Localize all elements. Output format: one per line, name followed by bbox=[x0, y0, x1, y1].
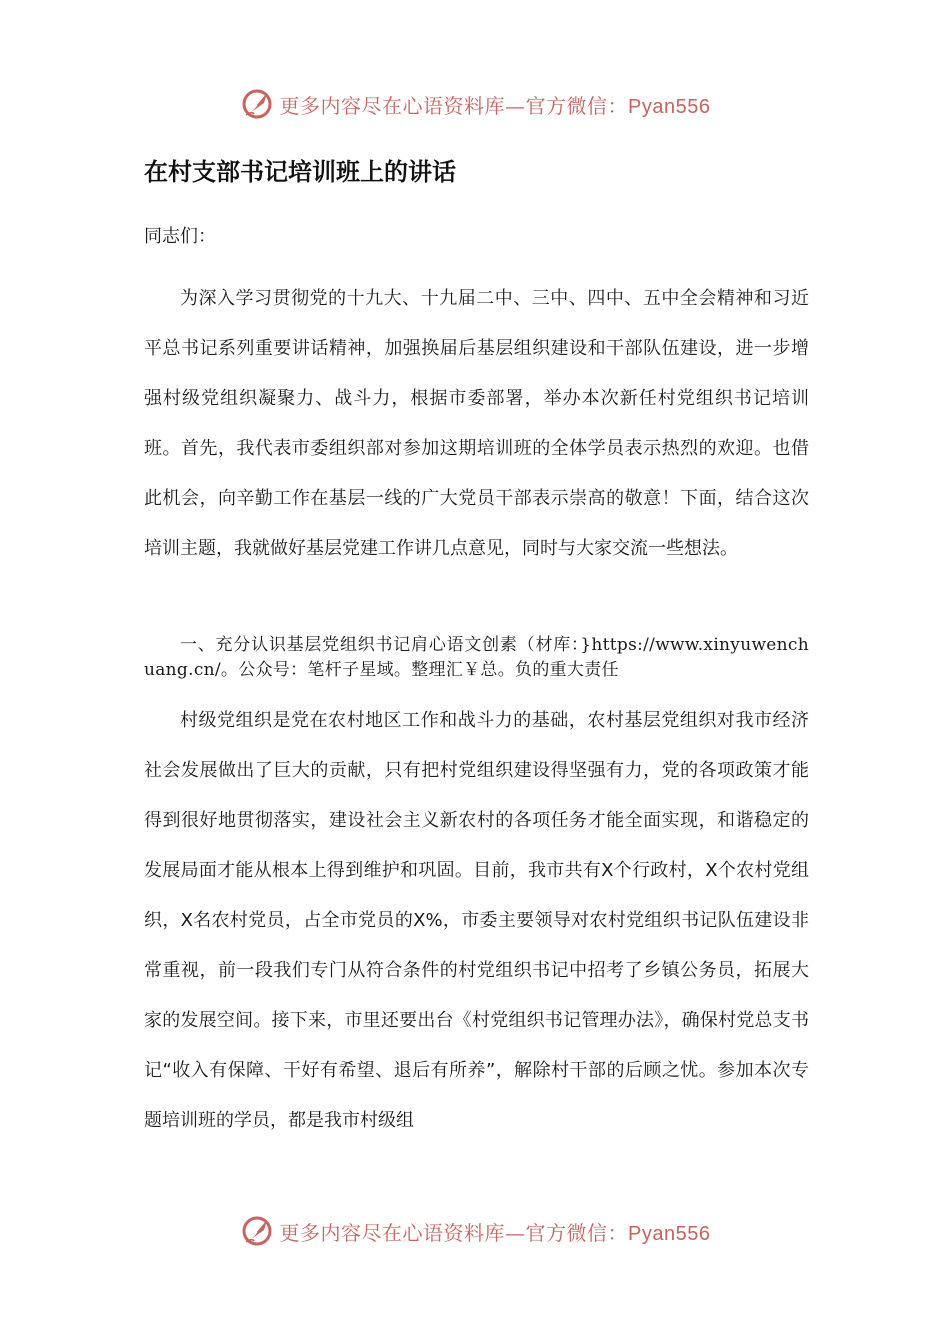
paragraph-intro: 为深入学习贯彻党的十九大、十九届二中、三中、四中、五中全会精神和习近平总书记系列重要讲话精神，加强换届后基层组织建设和干部队伍建设，进一步增强村级党组织凝聚力、战斗力，根据市委部署，举办本次新任村党组织书记培训班。首先，我代表市委组织部对参加这期培训班的全体学员表示热烈的欢迎。也借此机会，向辛勤工作在基层一线的广大党员干部表示崇高的敬意！下面，结合这次培训主题，我就做好基层党建工作讲几点意见，同时与大家交流一些想法。 bbox=[144, 288, 809, 559]
watermark-text bbox=[280, 90, 711, 119]
section-heading-1: 一、充分认识基层党组织书记肩心语文创素（材库：}https://www.xinyuwenchuang.cn/。公众号：笔杆子星域。整理汇￥总。负的重大责任 bbox=[144, 635, 809, 680]
watermark-label: 更多内容尽在心语资料库—官方微信： bbox=[279, 93, 629, 118]
salutation: 同志们： bbox=[144, 226, 216, 247]
paragraph-section-1: 村级党组织是党在农村地区工作和战斗力的基础，农村基层党组织对我市经济社会发展做出了巨大的贡献，只有把村党组织建设得坚强有力，党的各项政策才能得到很好地贯彻落实，建设社会主义新农村的各项任务才能全面实现，和谐稳定的发展局面才能从根本上得到维护和巩固。目前，我市共有X个行政村，X个农村党组织，X名农村党员，占全市党员的X%，市委主要领导对农村党组织书记队伍建设非常重视，前一段我们专门从符合条件的村党组织书记中招考了乡镇公务员，拓展大家的发展空间。接下来，市里还要出台《村党组织书记管理办法》，确保村党总支书记“收入有保障、干好有希望、退后有所养”，解除村干部的后顾之忧。参加本次专题培训班的学员，都是我市村级组 bbox=[144, 710, 809, 1131]
quill-pen-circle-icon bbox=[240, 1214, 274, 1248]
document-title: 在村支部书记培训班上的讲话 bbox=[144, 158, 456, 186]
watermark-text bbox=[280, 1217, 711, 1246]
watermark-label: 更多内容尽在心语资料库—官方微信： bbox=[279, 1220, 629, 1245]
quill-pen-circle-icon bbox=[240, 87, 274, 121]
watermark-banner-bottom bbox=[0, 1211, 950, 1251]
watermark-wechat-id: Pyan556 bbox=[628, 1222, 711, 1245]
watermark-wechat-id: Pyan556 bbox=[628, 95, 711, 118]
watermark-banner-top bbox=[0, 84, 950, 124]
